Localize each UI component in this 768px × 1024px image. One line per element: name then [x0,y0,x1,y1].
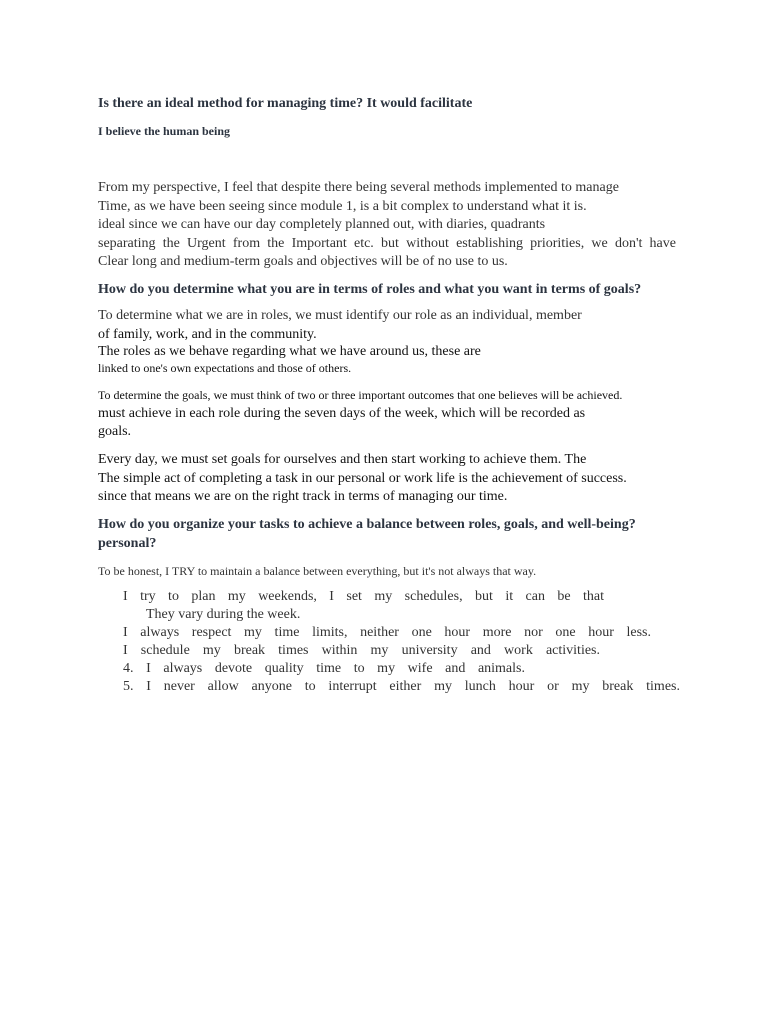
list-item: I schedule my break times within my university and work activities. [123,643,600,658]
list-item: I try to plan my weekends, I set my schedules, but it can be that [123,589,604,604]
text-line: To determine the goals, we must think of two or three important outcomes that one believes will be achieved. [98,388,623,402]
text-line: goals. [98,424,132,439]
list-item: 5. I never allow anyone to interrupt either my lunch hour or my break times. [123,679,680,694]
paragraph-goals [98,386,676,442]
heading-line: How do you organize your tasks to achieve a balance between roles, goals, and well-being? [98,517,636,532]
text-line: The simple act of completing a task in our personal or work life is the achievement of success. [98,470,627,486]
text-line: ideal since we can have our day completely planned out, with diaries, quadrants [98,217,546,232]
paragraph-daily-goals [98,451,676,507]
document-title: Is there an ideal method for managing time? It would facilitate [98,96,473,111]
paragraph-roles [98,307,676,377]
text-line: Time, as we have been seeing since module 1, is a bit complex to understand what it is. [98,198,587,214]
text-line: since that means we are on the right track in terms of managing our time. [98,489,508,504]
text-line: The roles as we behave regarding what we have around us, these are [98,343,481,359]
text-line: To be honest, I TRY to maintain a balance between everything, but it's not always that way. [98,564,537,578]
paragraph-honest [98,562,676,581]
text-line: must achieve in each role during the seven days of the week, which will be recorded as [98,405,586,421]
document-subtitle: I believe the human being [98,124,231,138]
list-item: 4. I always devote quality time to my wife and animals. [123,661,525,676]
text-line: of family, work, and in the community. [98,326,317,342]
text-line: To determine what we are in roles, we must identify our role as an individual, member [98,308,582,323]
text-line: separating the Urgent from the Important etc. but without establishing priorities, we don't have [98,235,676,251]
text-line: From my perspective, I feel that despite there being several methods implemented to manage [98,180,619,195]
text-line: linked to one's own expectations and those of others. [98,360,352,375]
list-item: I always respect my time limits, neither one hour more nor one hour less. [123,625,651,640]
heading-line: personal? [98,536,157,551]
text-line: Every day, we must set goals for ourselves and then start working to achieve them. The [98,452,587,467]
paragraph-perspective [98,179,676,272]
section-heading-balance [98,515,678,553]
text-line: Clear long and medium-term goals and objectives will be of no use to us. [98,254,508,269]
section-heading-roles: How do you determine what you are in terms of roles and what you want in terms of goals? [98,282,642,297]
list-item-continuation: They vary during the week. [146,607,301,622]
